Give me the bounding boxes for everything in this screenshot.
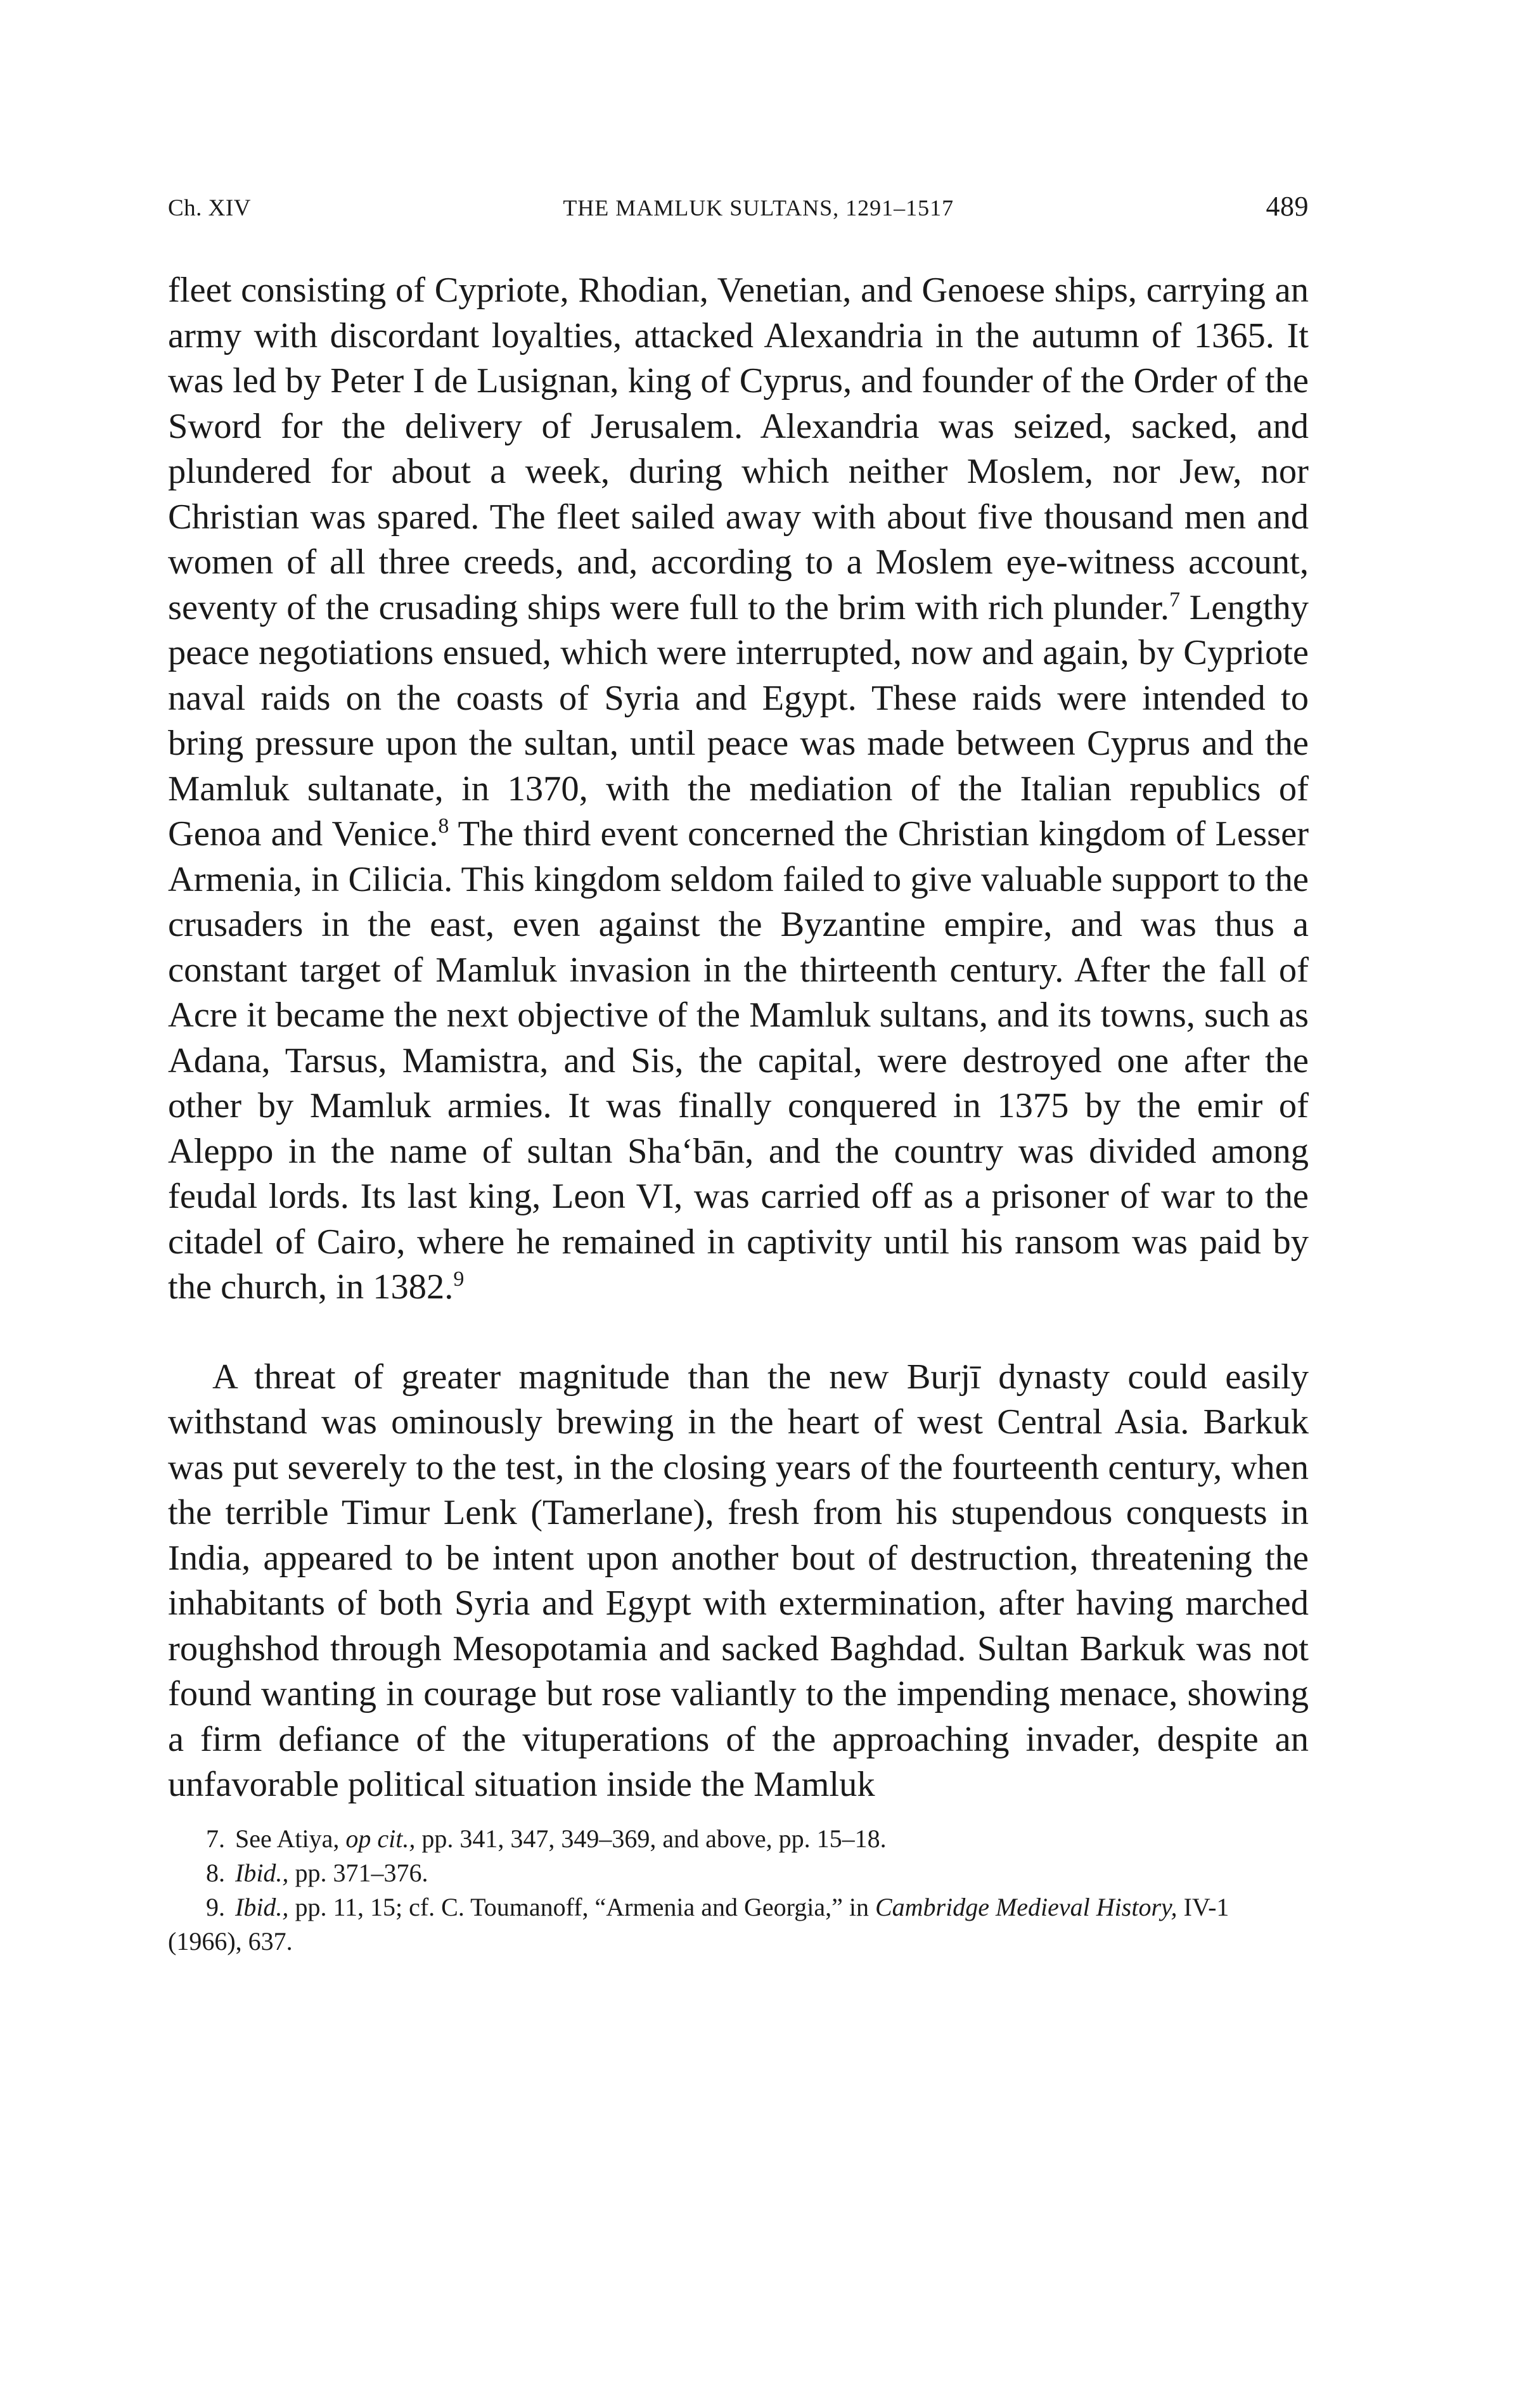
footnote-text: IV-1 (1966), 637. xyxy=(168,1892,1229,1956)
paragraph-text: Lengthy peace negotiations ensued, which were interrupted, now and again, by Cypriote naval raids on the coasts of Syria and Egypt. These raids were intended to bring pressure upon the sultan, until peace was made between Cyprus and the Mamluk sultanate, in 1370, with the mediation of the Italian republics of Genoa and Venice. xyxy=(168,587,1309,854)
footnotes xyxy=(168,1822,1309,1959)
footnote-reference: 7 xyxy=(1169,587,1181,612)
footnote-italic: Ibid., xyxy=(235,1892,289,1921)
paragraph-text: The third event concerned the Christian kingdom of Lesser Armenia, in Cilicia. This kingdom seldom failed to give valuable support to the crusaders in the east, even against the Byzantine empire, and was thus a constant target of Mamluk invasion in the thirteenth century. After the fall of Acre it became the next objective of the Mamluk sultans, and its towns, such as Adana, Tarsus, Mamistra, and Sis, the capital, were destroyed one after the other by Mamluk armies. It was finally conquered in 1375 by the emir of Aleppo in the name of sultan Sha‘bān, and the country was divided among feudal lords. Its last king, Leon VI, was carried off as a prisoner of war to the citadel of Cairo, where he remained in captivity until his ransom was paid by the church, in 1382. xyxy=(168,814,1309,1307)
footnote-number: 8. xyxy=(206,1858,225,1887)
footnote-text: pp. 371–376. xyxy=(288,1858,428,1887)
footnote xyxy=(168,1890,1309,1959)
running-head xyxy=(168,190,1309,222)
book-page xyxy=(168,190,1309,1959)
footnote-text: See Atiya, xyxy=(235,1824,346,1853)
footnote xyxy=(168,1822,1309,1856)
footnote-reference: 9 xyxy=(453,1267,465,1291)
paragraph-text: fleet consisting of Cypriote, Rhodian, Venetian, and Genoese ships, carrying an army with discordant loyalties, attacked Alexandria in the autumn of 1365. It was led by Peter I de Lusignan, king of Cyprus, and founder of the Order of the Sword for the delivery of Jerusalem. Alexandria was seized, sacked, and plundered for about a week, during which neither Moslem, nor Jew, nor Christian was spared. The fleet sailed away with about five thousand men and women of all three creeds, and, according to a Moslem eye-witness account, seventy of the crusading ships were full to the brim with rich plunder. xyxy=(168,271,1309,627)
body-text xyxy=(168,268,1309,1808)
footnote xyxy=(168,1856,1309,1890)
footnote-reference: 8 xyxy=(438,814,449,838)
footnote-italic: op cit., xyxy=(345,1824,416,1853)
footnote-italic: Cambridge Medieval History, xyxy=(875,1892,1178,1921)
footnote-text: pp. 341, 347, 349–369, and above, pp. 15–18. xyxy=(415,1824,887,1853)
footnote-text: pp. 11, 15; cf. C. Toumanoff, “Armenia and Georgia,” in xyxy=(288,1892,875,1921)
footnote-number: 9. xyxy=(206,1892,225,1921)
paragraph xyxy=(168,268,1309,1310)
chapter-label: Ch. XIV xyxy=(168,195,251,221)
footnote-number: 7. xyxy=(206,1824,225,1853)
running-title: THE MAMLUK SULTANS, 1291–1517 xyxy=(563,195,954,221)
paragraph-text: A threat of greater magnitude than the new Burjī dynasty could easily withstand was ominously brewing in the heart of west Central Asia. Barkuk was put severely to the test, in the closing years of the fourteenth century, when the terrible Timur Lenk (Tamerlane), fresh from his stupendous conquests in India, appeared to be intent upon another bout of destruction, threatening the inhabitants of both Syria and Egypt with extermination, after having marched roughshod through Mesopotamia and sacked Baghdad. Sultan Barkuk was not found wanting in courage but rose valiantly to the impending menace, showing a firm defiance of the vituperations of the approaching invader, despite an unfavorable political situation inside the Mamluk xyxy=(168,1357,1309,1804)
footnote-italic: Ibid., xyxy=(235,1858,289,1887)
page-number: 489 xyxy=(1266,191,1309,222)
paragraph xyxy=(168,1355,1309,1808)
